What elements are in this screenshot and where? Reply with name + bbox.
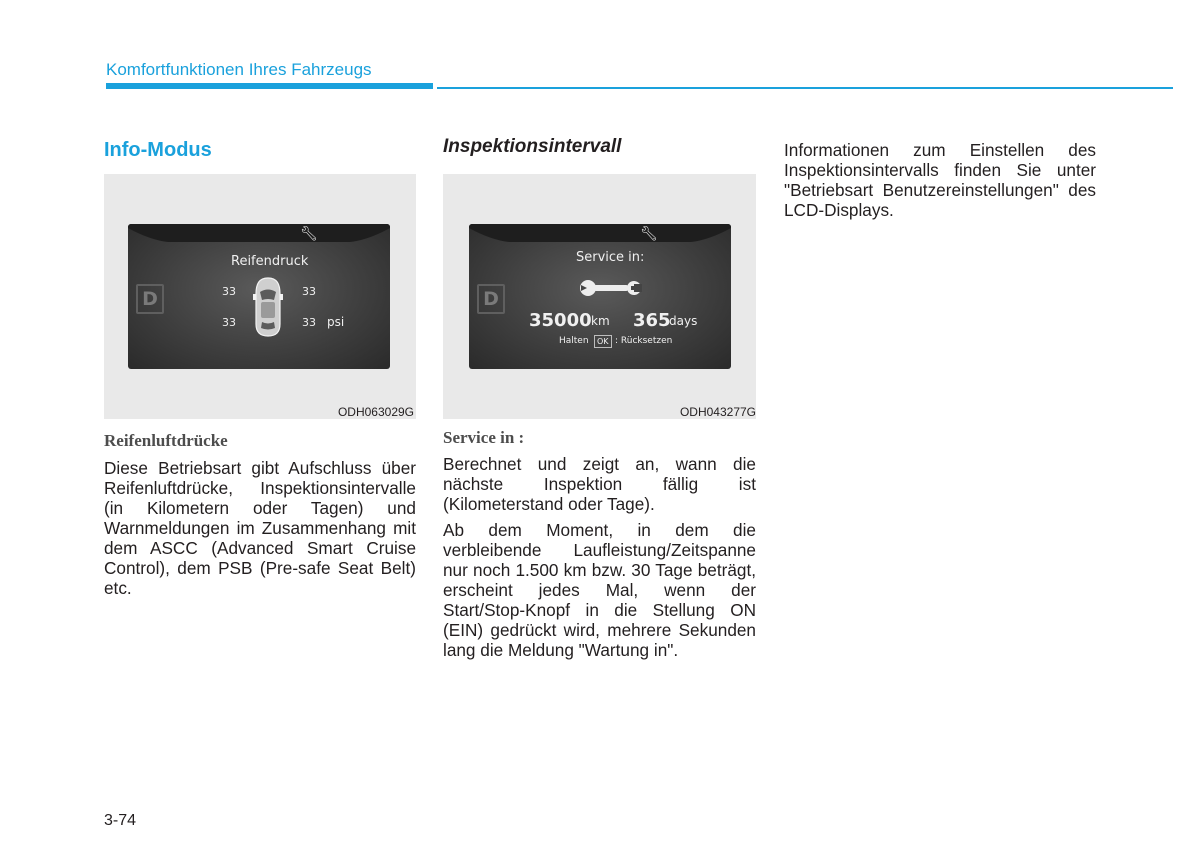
screen-top-frame [469, 224, 731, 248]
wrench-icon: 🔧︎ [640, 226, 658, 242]
spanner-icon [579, 278, 643, 298]
km-unit: km [591, 314, 610, 328]
figure-tire-pressure [104, 174, 416, 419]
gear-indicator: D [477, 284, 505, 314]
gear-indicator: D [136, 284, 164, 314]
body-paragraph-2: Ab dem Moment, in dem die verbleibende Laufleistung/Zeitspanne nur noch 1.500 km bzw. 30 Tage beträgt, erscheint jedes Mal, wenn der Start/Stop-Knopf in die Stellung ON (EIN) gedrückt wird, mehrere Sekunden lang die Meldung "Wartung in". [443, 520, 756, 660]
figure-code: ODH063029G [337, 405, 414, 419]
pressure-front-right: 33 [302, 285, 316, 298]
screen-top-frame [128, 224, 390, 248]
body-paragraph: Informationen zum Einstellen des Inspektionsintervalls finden Sie unter "Betriebsart Benutzereinstellungen" des LCD-Displays. [784, 140, 1096, 220]
lcd-screen-tire-pressure [128, 224, 390, 369]
page-number: 3-74 [104, 812, 137, 829]
days-unit: days [669, 314, 698, 328]
header-rule-thick [106, 83, 433, 89]
wrench-icon: 🔧︎ [300, 226, 318, 242]
pressure-rear-right: 33 [302, 316, 316, 329]
days-value: 365 [633, 310, 671, 331]
subheading-service-in: Service in : [443, 428, 525, 447]
ok-key-badge: OK [594, 335, 612, 348]
car-top-view-icon [252, 276, 284, 338]
running-header: Komfortfunktionen Ihres Fahrzeugs [106, 60, 372, 79]
screen-title: Service in: [576, 250, 645, 265]
pressure-rear-left: 33 [222, 316, 236, 329]
section-heading-info-modus: Info-Modus [104, 139, 212, 161]
figure-code: ODH043277G [679, 405, 756, 419]
km-value: 35000 [529, 310, 592, 331]
pressure-unit: psi [327, 315, 345, 329]
section-heading-inspektionsintervall: Inspektionsintervall [443, 136, 622, 157]
screen-title: Reifendruck [231, 254, 309, 269]
figure-service-interval [443, 174, 756, 419]
body-paragraph-1: Berechnet und zeigt an, wann die nächste Inspektion fällig ist (Kilometerstand oder Tage). [443, 454, 756, 514]
pressure-front-left: 33 [222, 285, 236, 298]
hint-hold: Halten [559, 336, 589, 346]
body-paragraph: Diese Betriebsart gibt Aufschluss über Reifenluftdrücke, Inspektionsintervalle (in Kilometern oder Tagen) und Warnmeldungen im Zusammenhang mit dem ASCC (Advanced Smart Cruise Control), dem PSB (Pre-safe Seat Belt) etc. [104, 458, 416, 598]
lcd-screen-service [469, 224, 731, 369]
hint-reset: : Rücksetzen [615, 336, 673, 346]
header-rule-thin [437, 87, 1173, 89]
subheading-reifenluftdruecke: Reifenluftdrücke [104, 431, 228, 450]
